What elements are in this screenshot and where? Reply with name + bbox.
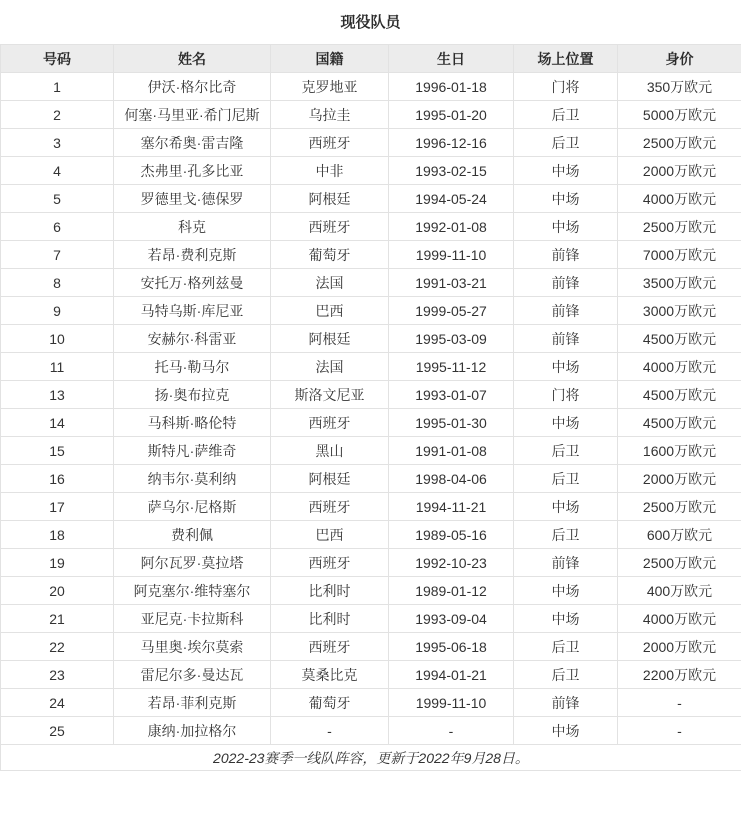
cell-nationality: 斯洛文尼亚 <box>271 381 389 409</box>
cell-name: 若昂·菲利克斯 <box>114 689 271 717</box>
squad-table <box>0 44 741 771</box>
cell-number: 11 <box>1 353 114 381</box>
cell-position: 前锋 <box>514 269 618 297</box>
cell-birthday: 1996-01-18 <box>389 73 514 101</box>
cell-value: 2000万欧元 <box>618 465 741 493</box>
cell-birthday: 1995-06-18 <box>389 633 514 661</box>
table-row <box>1 521 741 549</box>
cell-birthday: 1999-05-27 <box>389 297 514 325</box>
table-row <box>1 185 741 213</box>
table-row <box>1 73 741 101</box>
cell-birthday: 1994-11-21 <box>389 493 514 521</box>
cell-position: 后卫 <box>514 633 618 661</box>
page-title: 现役队员 <box>340 14 401 31</box>
cell-position: 中场 <box>514 409 618 437</box>
table-row <box>1 493 741 521</box>
cell-position: 中场 <box>514 157 618 185</box>
table-row <box>1 269 741 297</box>
cell-name: 何塞·马里亚·希门尼斯 <box>114 101 271 129</box>
cell-position: 后卫 <box>514 129 618 157</box>
cell-name: 斯特凡·萨维奇 <box>114 437 271 465</box>
cell-number: 9 <box>1 297 114 325</box>
cell-value: 3500万欧元 <box>618 269 741 297</box>
cell-name: 科克 <box>114 213 271 241</box>
cell-position: 中场 <box>514 185 618 213</box>
cell-nationality: 巴西 <box>271 297 389 325</box>
cell-value: 4500万欧元 <box>618 381 741 409</box>
cell-value: - <box>618 717 741 745</box>
cell-nationality: 西班牙 <box>271 633 389 661</box>
cell-value: 2500万欧元 <box>618 129 741 157</box>
cell-number: 19 <box>1 549 114 577</box>
cell-nationality: 葡萄牙 <box>271 689 389 717</box>
cell-value: 4000万欧元 <box>618 185 741 213</box>
cell-value: 600万欧元 <box>618 521 741 549</box>
cell-name: 罗德里戈·德保罗 <box>114 185 271 213</box>
cell-number: 20 <box>1 577 114 605</box>
cell-position: 后卫 <box>514 101 618 129</box>
cell-nationality: 比利时 <box>271 577 389 605</box>
cell-birthday: 1991-01-08 <box>389 437 514 465</box>
cell-position: 前锋 <box>514 297 618 325</box>
cell-nationality: 葡萄牙 <box>271 241 389 269</box>
cell-value: 1600万欧元 <box>618 437 741 465</box>
cell-birthday: 1995-03-09 <box>389 325 514 353</box>
table-row <box>1 325 741 353</box>
cell-birthday: 1993-01-07 <box>389 381 514 409</box>
cell-name: 雷尼尔多·曼达瓦 <box>114 661 271 689</box>
header-position: 场上位置 <box>514 45 618 73</box>
cell-name: 萨乌尔·尼格斯 <box>114 493 271 521</box>
table-row <box>1 241 741 269</box>
cell-value: - <box>618 689 741 717</box>
cell-number: 17 <box>1 493 114 521</box>
cell-nationality: 阿根廷 <box>271 465 389 493</box>
cell-name: 若昂·费利克斯 <box>114 241 271 269</box>
table-row <box>1 465 741 493</box>
cell-nationality: - <box>271 717 389 745</box>
cell-birthday: 1989-05-16 <box>389 521 514 549</box>
cell-position: 门将 <box>514 381 618 409</box>
cell-nationality: 乌拉圭 <box>271 101 389 129</box>
cell-birthday: - <box>389 717 514 745</box>
cell-nationality: 西班牙 <box>271 549 389 577</box>
cell-name: 费利佩 <box>114 521 271 549</box>
table-row <box>1 605 741 633</box>
table-row <box>1 409 741 437</box>
table-row <box>1 577 741 605</box>
cell-number: 6 <box>1 213 114 241</box>
header-name: 姓名 <box>114 45 271 73</box>
cell-value: 2500万欧元 <box>618 549 741 577</box>
table-row <box>1 297 741 325</box>
cell-position: 前锋 <box>514 241 618 269</box>
cell-birthday: 1999-11-10 <box>389 689 514 717</box>
cell-position: 后卫 <box>514 661 618 689</box>
cell-number: 14 <box>1 409 114 437</box>
cell-position: 中场 <box>514 577 618 605</box>
cell-number: 18 <box>1 521 114 549</box>
cell-value: 2200万欧元 <box>618 661 741 689</box>
cell-value: 4000万欧元 <box>618 605 741 633</box>
cell-value: 5000万欧元 <box>618 101 741 129</box>
cell-number: 3 <box>1 129 114 157</box>
cell-name: 马里奥·埃尔莫索 <box>114 633 271 661</box>
cell-number: 1 <box>1 73 114 101</box>
cell-number: 5 <box>1 185 114 213</box>
table-row <box>1 549 741 577</box>
cell-number: 4 <box>1 157 114 185</box>
cell-position: 中场 <box>514 353 618 381</box>
cell-number: 2 <box>1 101 114 129</box>
header-value: 身价 <box>618 45 741 73</box>
cell-position: 门将 <box>514 73 618 101</box>
cell-birthday: 1996-12-16 <box>389 129 514 157</box>
cell-position: 中场 <box>514 213 618 241</box>
cell-name: 康纳·加拉格尔 <box>114 717 271 745</box>
header-row <box>1 45 741 73</box>
cell-birthday: 1998-04-06 <box>389 465 514 493</box>
cell-name: 阿尔瓦罗·莫拉塔 <box>114 549 271 577</box>
cell-number: 10 <box>1 325 114 353</box>
cell-name: 扬·奥布拉克 <box>114 381 271 409</box>
cell-position: 前锋 <box>514 549 618 577</box>
cell-name: 亚尼克·卡拉斯科 <box>114 605 271 633</box>
cell-value: 7000万欧元 <box>618 241 741 269</box>
cell-name: 安赫尔·科雷亚 <box>114 325 271 353</box>
cell-nationality: 中非 <box>271 157 389 185</box>
cell-value: 2500万欧元 <box>618 213 741 241</box>
cell-position: 中场 <box>514 493 618 521</box>
cell-birthday: 1999-11-10 <box>389 241 514 269</box>
table-row <box>1 129 741 157</box>
cell-number: 23 <box>1 661 114 689</box>
cell-value: 3000万欧元 <box>618 297 741 325</box>
cell-nationality: 阿根廷 <box>271 325 389 353</box>
table-row <box>1 689 741 717</box>
table-row <box>1 717 741 745</box>
cell-nationality: 克罗地亚 <box>271 73 389 101</box>
table-row <box>1 633 741 661</box>
cell-name: 杰弗里·孔多比亚 <box>114 157 271 185</box>
cell-birthday: 1991-03-21 <box>389 269 514 297</box>
cell-position: 后卫 <box>514 465 618 493</box>
cell-name: 托马·勒马尔 <box>114 353 271 381</box>
cell-number: 24 <box>1 689 114 717</box>
cell-value: 4500万欧元 <box>618 409 741 437</box>
cell-birthday: 1992-01-08 <box>389 213 514 241</box>
cell-birthday: 1995-01-20 <box>389 101 514 129</box>
table-row <box>1 353 741 381</box>
cell-birthday: 1994-01-21 <box>389 661 514 689</box>
cell-number: 22 <box>1 633 114 661</box>
cell-birthday: 1993-09-04 <box>389 605 514 633</box>
cell-name: 纳韦尔·莫利纳 <box>114 465 271 493</box>
table-body <box>1 73 741 745</box>
cell-value: 2000万欧元 <box>618 633 741 661</box>
cell-value: 350万欧元 <box>618 73 741 101</box>
footer-row <box>1 745 741 771</box>
cell-name: 马特乌斯·库尼亚 <box>114 297 271 325</box>
table-row <box>1 437 741 465</box>
cell-birthday: 1995-01-30 <box>389 409 514 437</box>
cell-value: 4500万欧元 <box>618 325 741 353</box>
table-row <box>1 381 741 409</box>
cell-number: 25 <box>1 717 114 745</box>
cell-birthday: 1989-01-12 <box>389 577 514 605</box>
cell-nationality: 法国 <box>271 353 389 381</box>
cell-birthday: 1992-10-23 <box>389 549 514 577</box>
table-row <box>1 213 741 241</box>
cell-position: 后卫 <box>514 521 618 549</box>
cell-position: 中场 <box>514 605 618 633</box>
cell-number: 8 <box>1 269 114 297</box>
cell-number: 16 <box>1 465 114 493</box>
cell-position: 前锋 <box>514 689 618 717</box>
cell-nationality: 法国 <box>271 269 389 297</box>
cell-position: 前锋 <box>514 325 618 353</box>
table-row <box>1 661 741 689</box>
cell-name: 安托万·格列兹曼 <box>114 269 271 297</box>
cell-name: 马科斯·略伦特 <box>114 409 271 437</box>
cell-position: 中场 <box>514 717 618 745</box>
cell-name: 伊沃·格尔比奇 <box>114 73 271 101</box>
cell-nationality: 西班牙 <box>271 213 389 241</box>
cell-name: 阿克塞尔·维特塞尔 <box>114 577 271 605</box>
cell-birthday: 1994-05-24 <box>389 185 514 213</box>
cell-nationality: 黑山 <box>271 437 389 465</box>
cell-value: 2500万欧元 <box>618 493 741 521</box>
header-number: 号码 <box>1 45 114 73</box>
cell-number: 7 <box>1 241 114 269</box>
cell-nationality: 莫桑比克 <box>271 661 389 689</box>
table-row <box>1 157 741 185</box>
cell-nationality: 巴西 <box>271 521 389 549</box>
cell-nationality: 西班牙 <box>271 129 389 157</box>
cell-number: 15 <box>1 437 114 465</box>
cell-nationality: 西班牙 <box>271 409 389 437</box>
table-row <box>1 101 741 129</box>
cell-nationality: 比利时 <box>271 605 389 633</box>
cell-value: 4000万欧元 <box>618 353 741 381</box>
cell-birthday: 1993-02-15 <box>389 157 514 185</box>
header-nationality: 国籍 <box>271 45 389 73</box>
header-birthday: 生日 <box>389 45 514 73</box>
cell-name: 塞尔希奥·雷吉隆 <box>114 129 271 157</box>
cell-birthday: 1995-11-12 <box>389 353 514 381</box>
cell-value: 2000万欧元 <box>618 157 741 185</box>
cell-nationality: 西班牙 <box>271 493 389 521</box>
cell-nationality: 阿根廷 <box>271 185 389 213</box>
cell-number: 21 <box>1 605 114 633</box>
table-caption: 2022-23赛季一线队阵容，更新于2022年9月28日。 <box>1 745 741 771</box>
cell-number: 13 <box>1 381 114 409</box>
cell-position: 后卫 <box>514 437 618 465</box>
cell-value: 400万欧元 <box>618 577 741 605</box>
